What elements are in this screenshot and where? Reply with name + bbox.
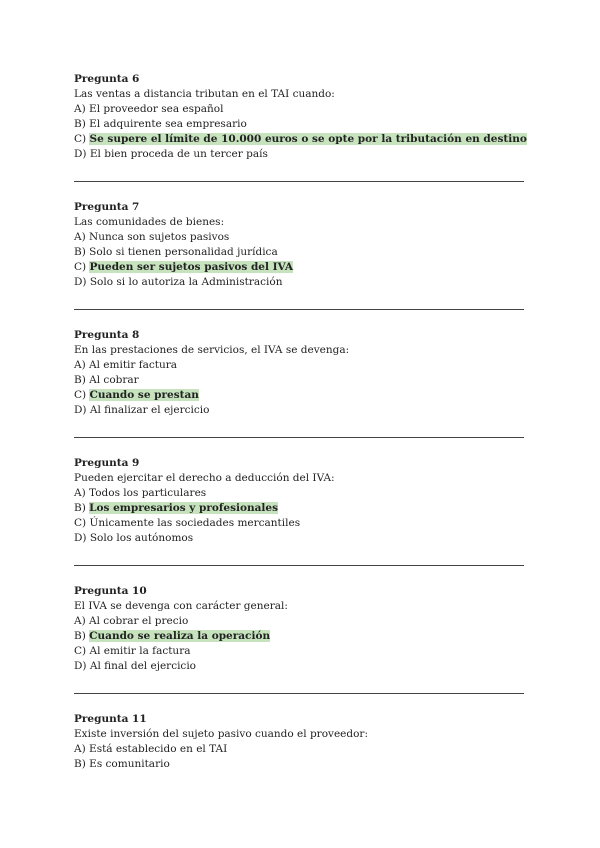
option-b (74, 245, 526, 260)
option-text: Cuando se realiza la operación (89, 630, 271, 642)
option-c (74, 388, 526, 403)
option-letter: B) (74, 502, 86, 514)
option-text: El bien proceda de un tercer país (89, 148, 268, 160)
divider (74, 181, 524, 182)
question-text: Las comunidades de bienes: (74, 216, 225, 228)
option-letter: C) (74, 645, 87, 657)
option-text: Pueden ser sujetos pasivos del IVA (89, 261, 294, 273)
option-text: Al cobrar (89, 374, 139, 386)
option-text: Al finalizar el ejercicio (89, 404, 210, 416)
option-letter: A) (74, 231, 86, 243)
option-letter: D) (74, 404, 87, 416)
option-letter: A) (74, 359, 86, 371)
divider (74, 309, 524, 310)
option-text: Nunca son sujetos pasivos (89, 231, 230, 243)
option-letter: A) (74, 615, 86, 627)
divider (74, 565, 524, 566)
question-block (74, 328, 526, 418)
option-b (74, 373, 526, 388)
option-c (74, 516, 526, 531)
question-title: Pregunta 9 (74, 457, 140, 469)
option-a (74, 102, 526, 117)
option-letter: A) (74, 487, 86, 499)
option-text: Cuando se prestan (89, 389, 199, 401)
option-text: Al cobrar el precio (89, 615, 189, 627)
option-text: El adquirente sea empresario (89, 118, 247, 130)
question-block (74, 456, 526, 546)
option-d (74, 275, 526, 290)
option-letter: D) (74, 276, 87, 288)
option-text: Solo si tienen personalidad jurídica (89, 246, 278, 258)
divider (74, 693, 524, 694)
option-letter: C) (74, 261, 87, 273)
option-a (74, 742, 526, 757)
question-block (74, 200, 526, 290)
option-letter: D) (74, 532, 87, 544)
question-text: En las prestaciones de servicios, el IVA se devenga: (74, 344, 350, 356)
option-text: Se supere el límite de 10.000 euros o se opte por la tributación en destino (89, 133, 527, 145)
option-text: Todos los particulares (89, 487, 207, 499)
option-letter: B) (74, 630, 86, 642)
option-c (74, 132, 526, 147)
option-letter: B) (74, 374, 86, 386)
question-title: Pregunta 7 (74, 201, 140, 213)
option-text: Al emitir factura (89, 359, 178, 371)
option-d (74, 531, 526, 546)
option-letter: C) (74, 133, 87, 145)
option-text: Solo si lo autoriza la Administración (89, 276, 283, 288)
option-letter: A) (74, 743, 86, 755)
question-block (74, 72, 526, 162)
question-text: El IVA se devenga con carácter general: (74, 600, 288, 612)
question-title: Pregunta 8 (74, 329, 140, 341)
option-a (74, 614, 526, 629)
option-letter: D) (74, 660, 87, 672)
question-text: Las ventas a distancia tributan en el TAI cuando: (74, 88, 335, 100)
option-a (74, 230, 526, 245)
question-block (74, 712, 526, 772)
option-letter: B) (74, 246, 86, 258)
option-b (74, 757, 526, 772)
option-d (74, 147, 526, 162)
option-a (74, 358, 526, 373)
option-b (74, 629, 526, 644)
option-c (74, 644, 526, 659)
option-a (74, 486, 526, 501)
option-b (74, 501, 526, 516)
option-text: Los empresarios y profesionales (89, 502, 279, 514)
option-b (74, 117, 526, 132)
option-letter: C) (74, 389, 87, 401)
option-letter: C) (74, 517, 87, 529)
option-d (74, 659, 526, 674)
question-title: Pregunta 10 (74, 585, 147, 597)
option-text: Únicamente las sociedades mercantiles (89, 517, 301, 529)
option-c (74, 260, 526, 275)
option-text: El proveedor sea español (89, 103, 224, 115)
option-text: Está establecido en el TAI (89, 743, 228, 755)
question-text: Existe inversión del sujeto pasivo cuando el proveedor: (74, 728, 368, 740)
option-letter: B) (74, 758, 86, 770)
option-text: Al emitir la factura (89, 645, 191, 657)
option-text: Es comunitario (89, 758, 170, 770)
option-d (74, 403, 526, 418)
question-title: Pregunta 11 (74, 713, 147, 725)
option-text: Al final del ejercicio (89, 660, 196, 672)
divider (74, 437, 524, 438)
question-text: Pueden ejercitar el derecho a deducción del IVA: (74, 472, 335, 484)
option-text: Solo los autónomos (89, 532, 194, 544)
option-letter: B) (74, 118, 86, 130)
option-letter: A) (74, 103, 86, 115)
question-title: Pregunta 6 (74, 73, 140, 85)
option-letter: D) (74, 148, 87, 160)
question-block (74, 584, 526, 674)
